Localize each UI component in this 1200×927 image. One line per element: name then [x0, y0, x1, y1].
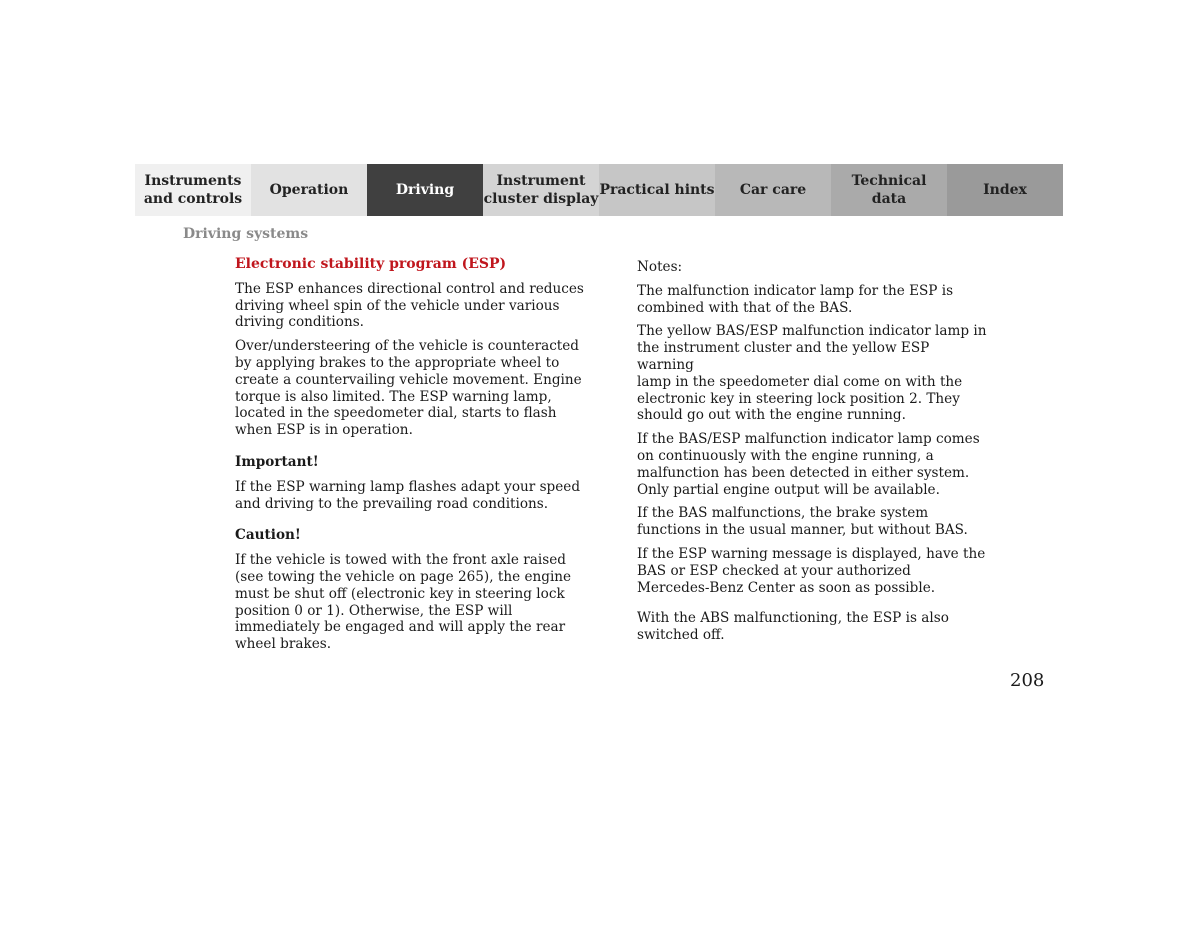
section-label: Driving systems	[183, 226, 309, 242]
page-number: 208	[1010, 670, 1045, 691]
tab-car-care[interactable]: Car care	[715, 164, 831, 216]
tab-instruments-and-controls[interactable]: Instruments and controls	[135, 164, 251, 216]
esp-heading: Electronic stability program (ESP)	[235, 256, 507, 272]
esp-operation-paragraph: Over/understeering of the vehicle is counteracted by applying brakes to the appropriate wheel to create a countervailing vehicle movement. Engine torque is also limited. The ESP warning lamp, located in the speedometer dial, starts to flash when ESP is in operation.	[235, 338, 582, 439]
important-text: If the ESP warning lamp flashes adapt your speed and driving to the prevailing road conditions.	[235, 478, 581, 512]
tab-operation[interactable]: Operation	[251, 164, 367, 216]
tab-technical-data[interactable]: Technical data	[831, 164, 947, 216]
note-paragraph: The yellow BAS/ESP malfunction indicator lamp in the instrument cluster and the yellow ESP warning lamp in the speedometer dial come on with the electronic key in steering lock position 2. They should go out with the engine running.	[637, 323, 987, 424]
important-heading: Important!	[235, 453, 319, 470]
note-paragraph: If the BAS/ESP malfunction indicator lamp comes on continuously with the engine running, a malfunction has been detected in either system. Only partial engine output will be available.	[637, 431, 980, 498]
tab-driving[interactable]: Driving	[367, 164, 483, 216]
tab-instrument-cluster-display[interactable]: Instrument cluster display	[483, 164, 599, 216]
notes-heading: Notes:	[637, 259, 683, 275]
caution-text: If the vehicle is towed with the front axle raised (see towing the vehicle on page 265), the engine must be shut off (electronic key in steering lock position 0 or 1). Otherwise, the ESP will immediately be engaged and will apply the rear wheel brakes.	[235, 552, 572, 653]
esp-intro-paragraph: The ESP enhances directional control and reduces driving wheel spin of the vehicle under various driving conditions.	[235, 280, 584, 331]
caution-heading: Caution!	[235, 527, 301, 544]
note-paragraph: The malfunction indicator lamp for the ESP is combined with that of the BAS.	[637, 282, 954, 316]
tab-index[interactable]: Index	[947, 164, 1063, 216]
tab-practical-hints[interactable]: Practical hints	[599, 164, 715, 216]
left-column	[235, 256, 585, 660]
note-paragraph: If the BAS malfunctions, the brake system functions in the usual manner, but without BAS.	[637, 505, 968, 539]
right-column	[637, 259, 987, 651]
chapter-tab-bar	[135, 164, 1065, 216]
note-paragraph: If the ESP warning message is displayed, have the BAS or ESP checked at your authorized Mercedes-Benz Center as soon as possible.	[637, 545, 986, 596]
note-paragraph: With the ABS malfunctioning, the ESP is also switched off.	[637, 610, 949, 644]
